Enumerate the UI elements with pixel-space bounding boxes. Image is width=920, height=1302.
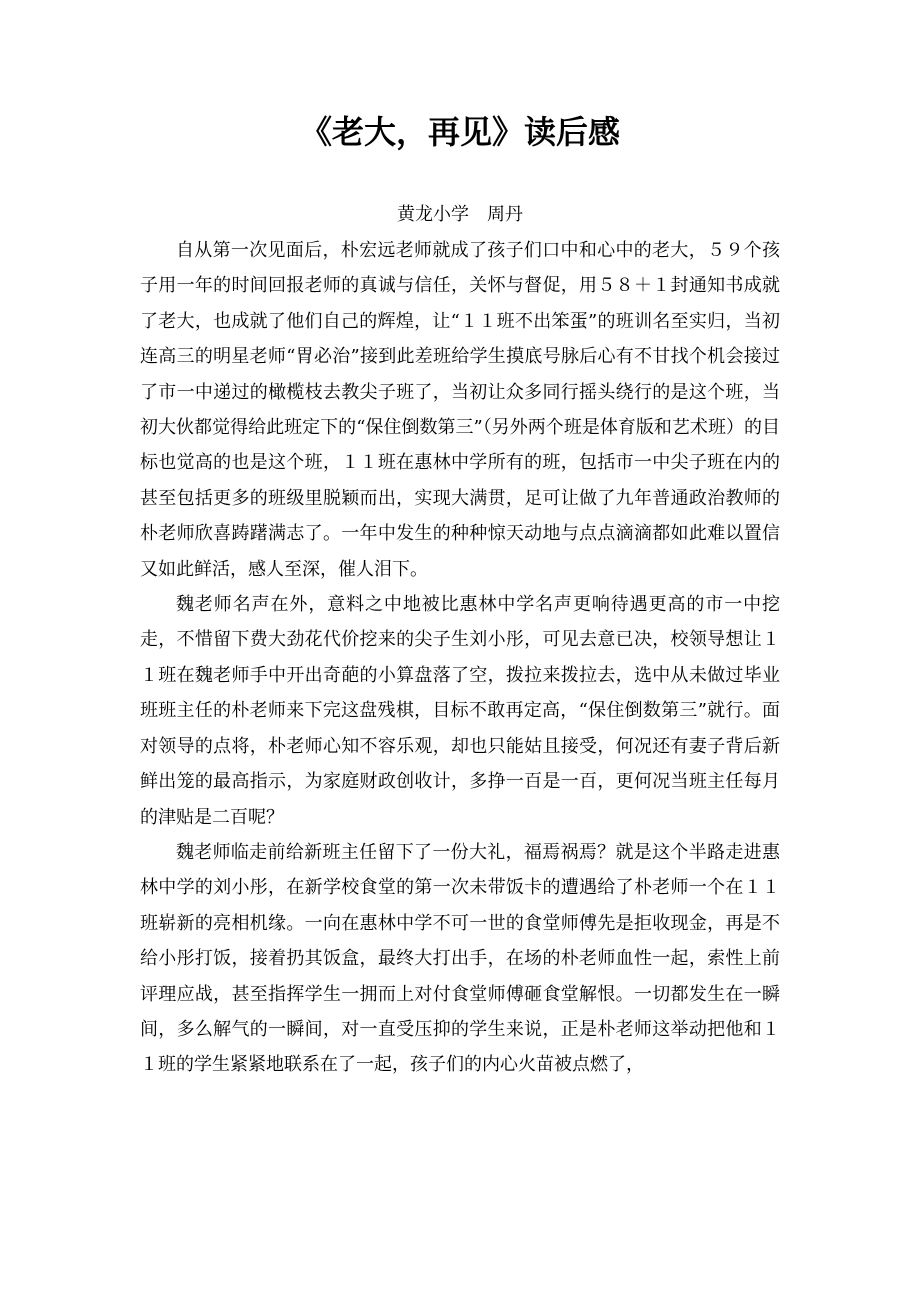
paragraph: 自从第一次见面后，朴宏远老师就成了孩子们口中和心中的老大，５９个孩子用一年的时间回报老师的真诚与信任，关怀与督促，用５８＋１封通知书成就了老大，也成就了他们自己的辉煌，让“１１班不出笨蛋”的班训名至实归，当初连高三的明星老师“胃必治”接到此差班给学生摸底号脉后心有不甘找个机会接过了市一中递过的橄榄枝去教尖子班了，当初让众多同行摇头绕行的是这个班，当初大伙都觉得给此班定下的“保住倒数第三”（另外两个班是体育版和艺术班）的目标也觉高的也是这个班，１１班在惠林中学所有的班，包括市一中尖子班在内的甚至包括更多的班级里脱颖而出，实现大满贯，足可让做了九年普通政治教师的朴老师欣喜踌躇满志了。一年中发生的种种惊天动地与点点滴滴都如此难以置信又如此鲜活，感人至深，催人泪下。: [140, 240, 780, 580]
paragraph: 魏老师临走前给新班主任留下了一份大礼，福焉祸焉？就是这个半路走进惠林中学的刘小彤，在新学校食堂的第一次未带饭卡的遭遇给了朴老师一个在１１班崭新的亮相机缘。一向在惠林中学不可一世的食堂师傅先是拒收现金，再是不给小彤打饭，接着扔其饭盒，最终大打出手，在场的朴老师血性一起，索性上前评理应战，甚至指挥学生一拥而上对付食堂师傅砸食堂解恨。一切都发生在一瞬间，多么解气的一瞬间，对一直受压抑的学生来说，正是朴老师这举动把他和１１班的学生紧紧地联系在了一起，孩子们的内心火苗被点燃了，: [140, 841, 780, 1076]
paragraph: 魏老师名声在外，意料之中地被比惠林中学名声更响待遇更高的市一中挖走，不惜留下费大劲花代价挖来的尖子生刘小彤，可见去意已决，校领导想让１１班在魏老师手中开出奇葩的小算盘落了空，拨拉来拨拉去，选中从未做过毕业班班主任的朴老师来下完这盘残棋，目标不敢再定高，“保住倒数第三”就行。面对领导的点将，朴老师心知不容乐观，却也只能姑且接受，何况还有妻子背后新鲜出笼的最高指示，为家庭财政创收计，多挣一百是一百，更何况当班主任每月的津贴是二百呢？: [140, 594, 780, 828]
document-body: [140, 233, 780, 1083]
document-title: 《老大，再见》读后感: [299, 113, 620, 151]
author-line: 黄龙小学 周丹: [397, 204, 523, 225]
